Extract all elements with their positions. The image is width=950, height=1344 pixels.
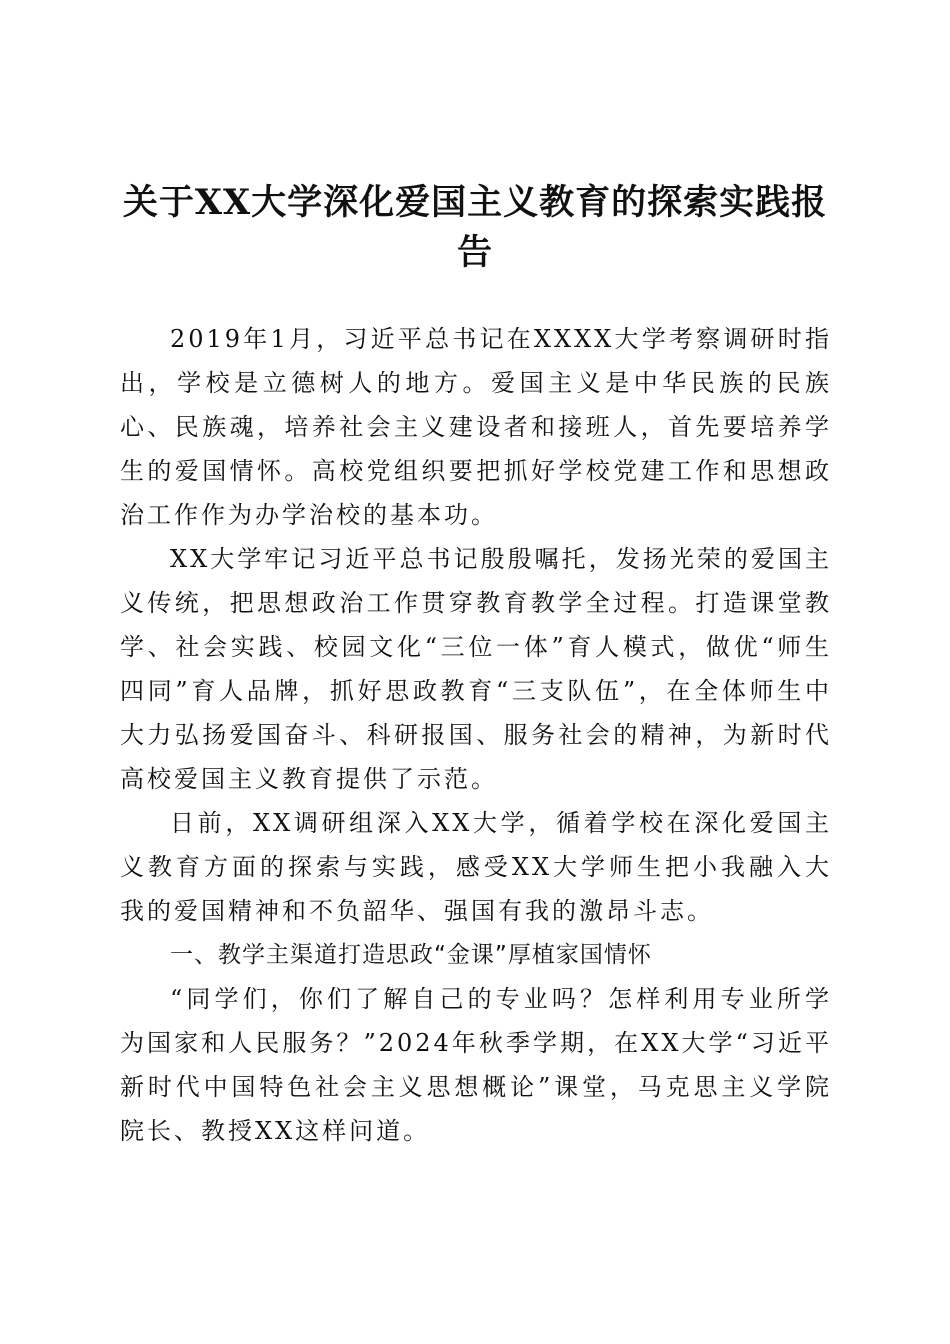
paragraph-section-content: “同学们，你们了解自己的专业吗？怎样利用专业所学为国家和人民服务？”2024年秋季学期，在XX大学“习近平新时代中国特色社会主义思想概论”课堂，马克思主义学院院长、教授XX这样问道。	[120, 985, 832, 1145]
paragraph-university-overview: XX大学牢记习近平总书记殷殷嘱托，发扬光荣的爱国主义传统，把思想政治工作贯穿教育教学全过程。打造课堂教学、社会实践、校园文化“三位一体”育人模式，做优“师生四同”育人品牌，抓好思政教育“三支队伍”，在全体师生中大力弘扬爱国奋斗、科研报国、服务社会的精神，为新时代高校爱国主义教育提供了示范。	[120, 545, 832, 793]
section-heading: 一、教学主渠道打造思政“金课”厚植家国情怀	[170, 942, 652, 968]
document-body	[120, 317, 832, 1153]
paragraph-intro: 2019年1月，习近平总书记在XXXX大学考察调研时指出，学校是立德树人的地方。爱国主义是中华民族的民族心、民族魂，培养社会主义建设者和接班人，首先要培养学生的爱国情怀。高校党组织要把抓好学校党建工作和思想政治工作作为办学治校的基本功。	[120, 325, 832, 529]
paragraph-research-team: 日前，XX调研组深入XX大学，循着学校在深化爱国主义教育方面的探索与实践，感受XX大学师生把小我融入大我的爱国精神和不负韶华、强国有我的激昂斗志。	[120, 809, 832, 925]
document-title: 关于XX大学深化爱国主义教育的探索实践报告	[122, 182, 828, 273]
